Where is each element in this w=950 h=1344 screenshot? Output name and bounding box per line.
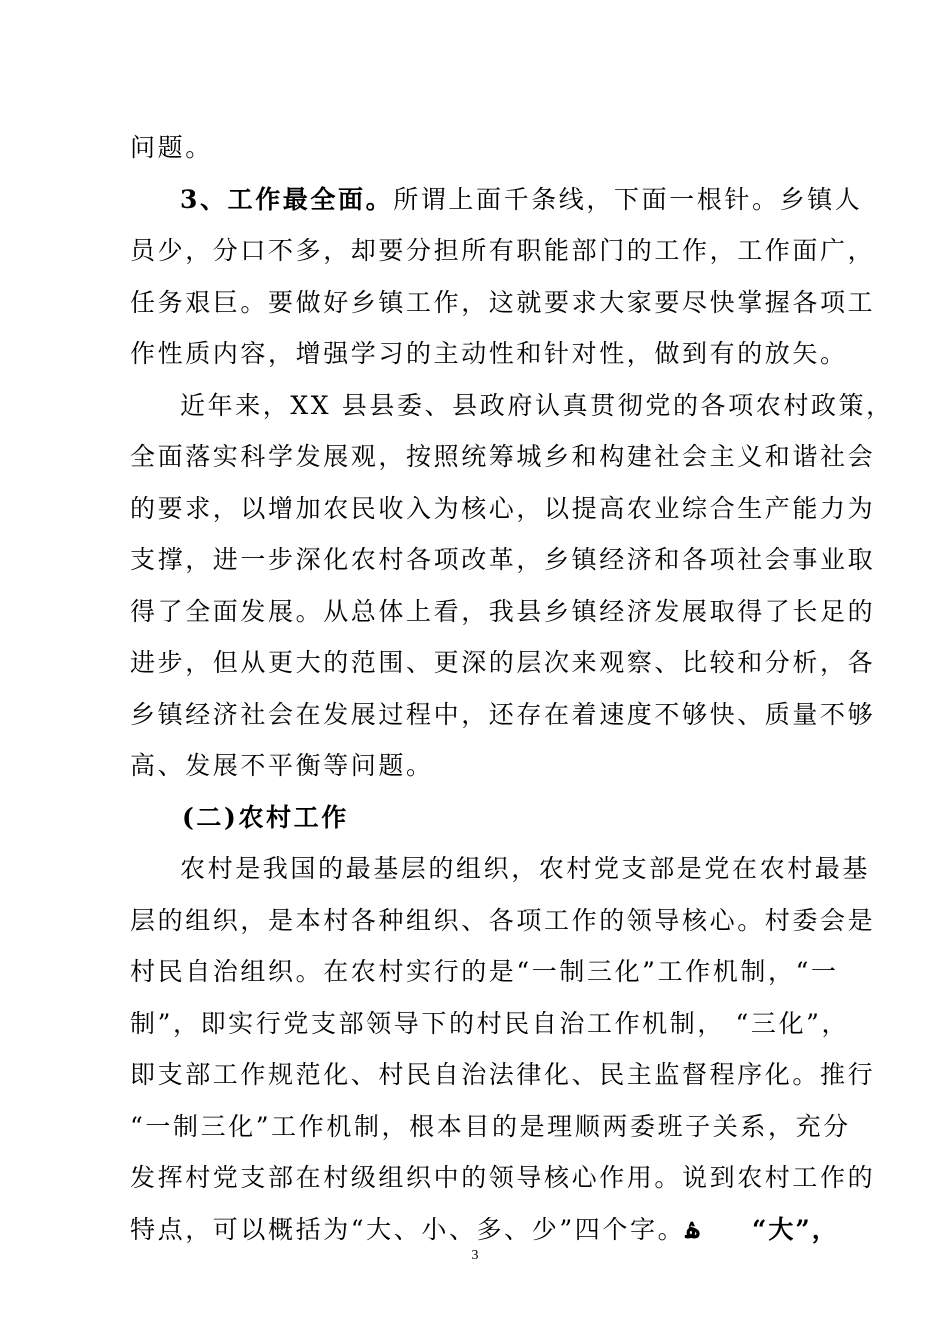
- paragraph-text: 所谓上面千条线，下面一根针。乡镇人: [393, 185, 863, 214]
- paragraph-line: 任务艰巨。要做好乡镇工作，这就要求大家要尽快掌握各项工: [130, 288, 876, 317]
- paragraph-line: 高、发展不平衡等问题。: [130, 751, 434, 780]
- paragraph-line: 乡镇经济社会在发展过程中，还存在着速度不够快、质量不够: [130, 700, 876, 729]
- paragraph-line: “一制三化”工作机制，根本目的是理顺两委班子关系，充分: [130, 1112, 851, 1141]
- paragraph-text: 特点，可以概括为“大、小、多、少”四个字。: [130, 1215, 686, 1244]
- page-number: 3: [471, 1248, 479, 1263]
- paragraph-line: 层的组织，是本村各种组织、各项工作的领导核心。村委会是: [130, 906, 876, 935]
- paragraph-line: 进步，但从更大的范围、更深的层次来观察、比较和分析，各: [130, 648, 876, 677]
- paragraph-line: 村民自治组织。在农村实行的是“一制三化”工作机制，“一: [130, 957, 839, 986]
- paragraph-line: 即支部工作规范化、村民自治法律化、民主监督程序化。推行: [130, 1060, 876, 1089]
- section-heading: (二)农村工作: [182, 803, 349, 832]
- paragraph-line: [180, 183, 880, 217]
- paragraph-line: 的要求，以增加农民收入为核心，以提高农业综合生产能力为: [130, 494, 876, 523]
- quoted-term: “大”，: [752, 1215, 839, 1244]
- paragraph-line: 问题。: [130, 133, 213, 162]
- paragraph-line: 作性质内容，增强学习的主动性和针对性，做到有的放矢。: [130, 339, 848, 368]
- paragraph-line: [130, 1213, 830, 1247]
- paragraph-line: 得了全面发展。从总体上看，我县乡镇经济发展取得了长足的: [130, 597, 876, 626]
- paragraph-line: 支撑，进一步深化农村各项改革，乡镇经济和各项社会事业取: [130, 545, 876, 574]
- paragraph-line: 近年来，XX 县县委、县政府认真贯彻党的各项农村政策，: [180, 391, 894, 420]
- paragraph-line: 农村是我国的最基层的组织，农村党支部是党在农村最基: [180, 854, 871, 883]
- paragraph-line: 制”，即实行党支部领导下的村民自治工作机制， “三化”，: [130, 1009, 850, 1038]
- section-heading: 3、工作最全面。: [180, 185, 394, 214]
- paragraph-line: 全面落实科学发展观，按照统筹城乡和构建社会主义和谐社会: [130, 442, 876, 471]
- stray-glyph: ۿ: [685, 1215, 700, 1244]
- paragraph-line: 发挥村党支部在村级组织中的领导核心作用。说到农村工作的: [130, 1163, 876, 1192]
- paragraph-line: 员少，分口不多，却要分担所有职能部门的工作，工作面广，: [130, 236, 876, 265]
